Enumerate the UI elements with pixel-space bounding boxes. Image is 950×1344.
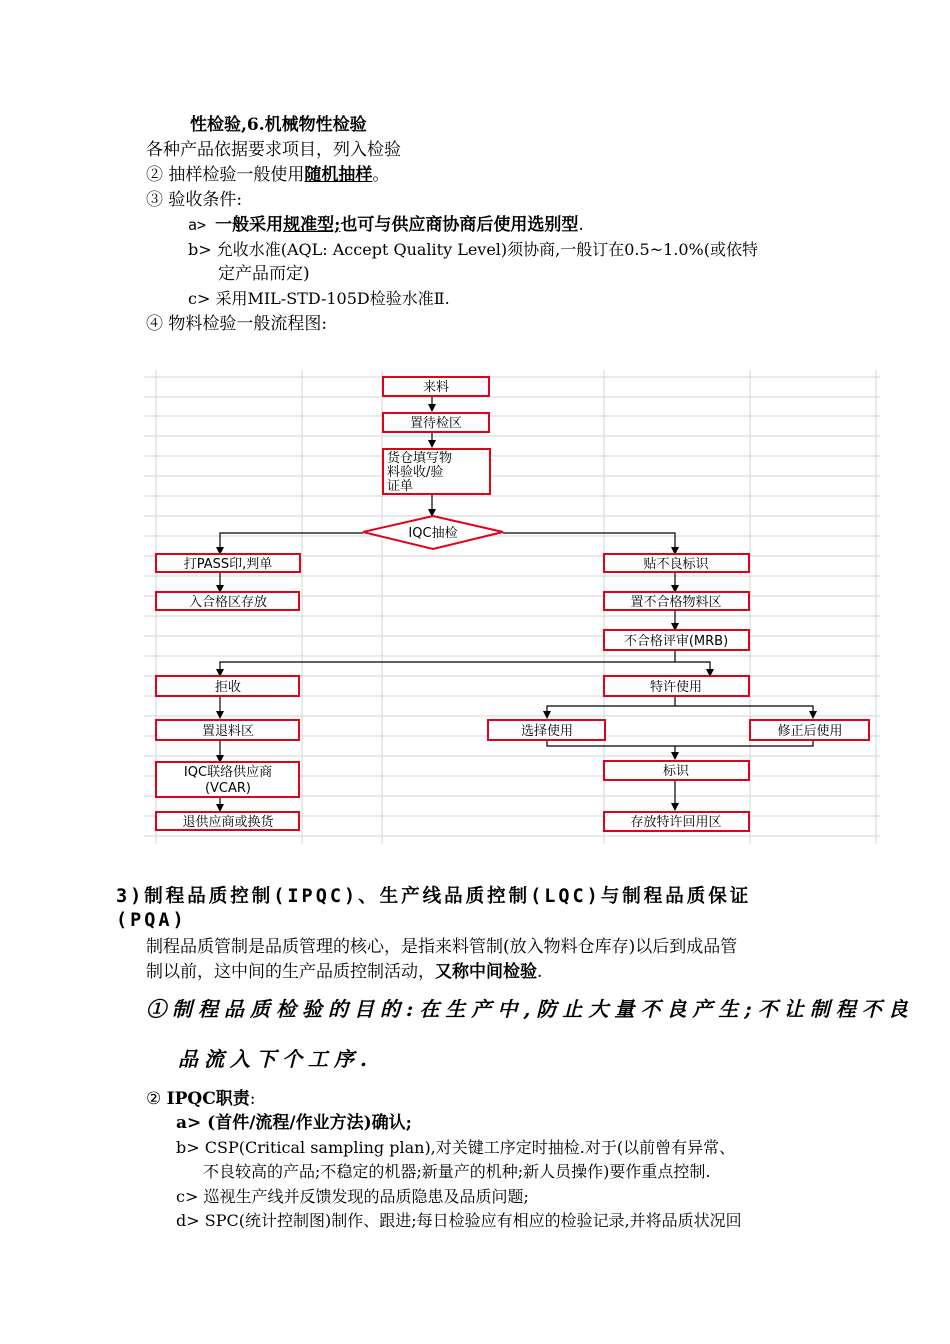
material-inspection-flowchart — [144, 370, 880, 844]
text-run: . — [578, 215, 584, 235]
paragraph-line: 制程品质管制是品质管理的核心，是指来料管制(放入物料仓库存)以后到成品管 — [146, 937, 738, 957]
purpose-line: ①制程品质检验的目的:在生产中,防止大量不良产生;不让制程不良 — [146, 997, 914, 1021]
label-pending-area: 置待检区 — [409, 416, 463, 431]
label-incoming: 来料 — [422, 380, 450, 395]
text-run: 。 — [372, 165, 390, 185]
label-special-use: 特许使用 — [649, 680, 703, 695]
label-pass-stamp: 打PASS印,判单 — [183, 557, 273, 572]
text-run: 制以前，这中间的生产品质控制活动， — [146, 962, 435, 982]
duty-item-a: a> (首件/流程/作业方法)确认; — [176, 1113, 412, 1133]
label-receipt-3: 证单 — [387, 479, 414, 494]
list-item-a — [188, 214, 584, 236]
label-refuse: 拒收 — [214, 680, 242, 695]
emphasis-run: 也可与供应商协商后使用选别型 — [340, 215, 579, 235]
label-iqc-sampling: IQC抽检 — [408, 526, 458, 541]
label-store-special: 存放特许回用区 — [630, 815, 722, 830]
text-line: 各种产品依据要求项目，列入检验 — [146, 140, 401, 160]
list-item-b-cont: 定产品而定) — [218, 264, 310, 284]
emphasis-run: 一般采用 — [215, 215, 284, 235]
list-item-b: b> 允收水准(AQL: Accept Quality Level)须协商,一般订在0.5~1.0%(或依特 — [188, 240, 758, 259]
label-nonconform-area: 置不合格物料区 — [630, 595, 722, 610]
duty-item-b-cont: 不良较高的产品;不稳定的机器;新量产的机种;新人员操作)要作重点控制. — [203, 1162, 711, 1181]
purpose-line-cont: 品流入下个工序. — [178, 1047, 373, 1071]
duty-item-c: c> 巡视生产线并反馈发现的品质隐患及品质问题; — [176, 1187, 529, 1206]
duty-item-d: d> SPC(统计控制图)制作、跟进;每日检验应有相应的检验记录,并将品质状况回 — [176, 1211, 742, 1230]
label-good-area: 入合格区存放 — [188, 595, 268, 610]
text-run: : — [249, 1089, 256, 1109]
text-line: ④ 物料检验一般流程图: — [146, 314, 328, 334]
label-select-use: 选择使用 — [520, 724, 574, 739]
duty-heading — [146, 1088, 255, 1110]
label-receipt-1: 货仓填写物 — [387, 451, 453, 466]
duty-item-b: b> CSP(Critical sampling plan),对关键工序定时抽检.对于(以前曾有异常、 — [176, 1138, 736, 1157]
continued-text-line: 性检验,6.机械物性检验 — [190, 115, 367, 135]
label-mark: 标识 — [662, 764, 690, 779]
paragraph-line — [146, 961, 542, 983]
text-line: ③ 验收条件: — [146, 190, 243, 210]
text-run: ② 抽样检验一般使用 — [146, 165, 305, 185]
text-run: . — [537, 962, 543, 982]
section-heading-cont: (PQA) — [116, 910, 187, 931]
label-iqc-contact-1: IQC联络供应商 — [183, 765, 273, 780]
label-mrb: 不合格评审(MRB) — [623, 634, 729, 649]
emphasis-run: 又称中间检验 — [435, 962, 537, 982]
text-line — [146, 164, 389, 186]
list-marker: a> — [188, 216, 216, 234]
label-receipt-2: 料验收/验 — [387, 465, 444, 480]
emphasis-run: IPQC职责 — [166, 1089, 250, 1109]
label-return-area: 置退料区 — [201, 724, 255, 739]
emphasis-run: 随机抽样 — [304, 165, 373, 185]
label-reject-label: 贴不良标识 — [643, 557, 709, 572]
label-return-supplier: 退供应商或换货 — [182, 815, 274, 830]
text-run: ② — [146, 1089, 167, 1109]
emphasis-run: 规准型; — [283, 215, 341, 235]
label-rework-use: 修正后使用 — [777, 724, 843, 739]
section-heading: 3)制程品质控制(IPQC)、生产线品质控制(LQC)与制程品质保证 — [116, 886, 752, 907]
label-iqc-contact-2: (VCAR) — [204, 781, 252, 796]
list-item-c: c> 采用MIL-STD-105D检验水准Ⅱ. — [188, 289, 450, 308]
